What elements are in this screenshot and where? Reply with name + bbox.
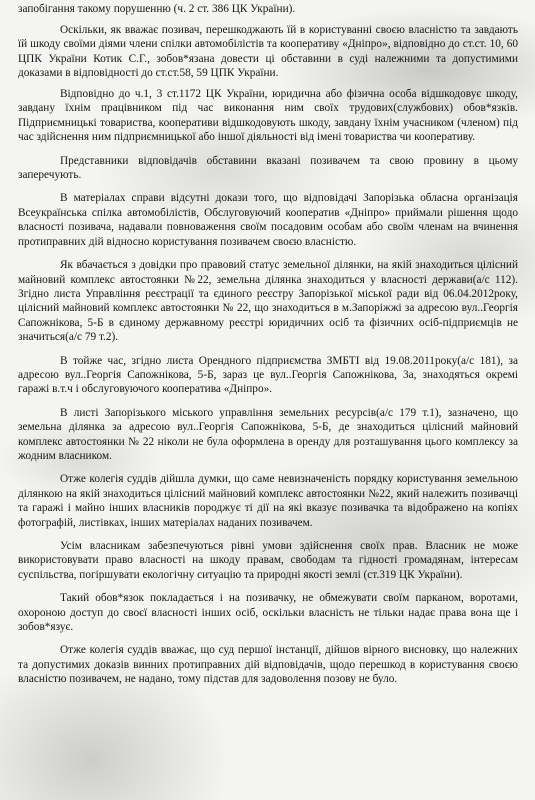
paragraph-no-evidence: В матеріалах справи відсутні докази того, що відповідачі Запорізька обласна організація Всеукраїнська спілка автомобілістів, Обслуговуючий кооператив «Дніпро» приймали рішення щодо власності позивача, надавали повноваження своїм посадовим особам або своїм членам на вчинення протиправних дій відносно користування позивачем своєю власністю. [18, 192, 518, 248]
paragraph-plaintiff-obligation: Такий обов*язок покладається і на позивачку, не обмежувати своїм парканом, воротами, охороною доступ до своєї власності інших осіб, оскільки власність не тільки надає права вона ще і зобов*язує. [18, 592, 518, 634]
paragraph-article-1172: Відповідно до ч.1, 3 ст.1172 ЦК України, юридична або фізична особа відшкодовує шкоду, завдану їхнім працівником під час виконання ним своїх трудових(службових) обов*язків. Підприємницькі товариства, кооперативи відшкодовують шкоду, завдану їхнім учасником (членом) під час здійснення ним підприємницької або іншої діяльності від імені товариства чи кооперативу. [18, 88, 518, 144]
paragraph-continuation: запобігання такому порушенню (ч. 2 ст. 386 ЦК України). [18, 3, 296, 15]
paragraph-final-conclusion: Отже колегія суддів вважає, що суд першої інстанції, дійшов вірного висновку, що належних та допустимих доказів винних протиправних дій відповідачів, щодо перешкод в користування своєю власністю позивачем, не надано, тому підстав для задоволення позову не було. [18, 644, 518, 686]
paragraph-defendants-deny: Представники відповідачів обставини вказані позивачем та свою провину в цьому заперечують. [18, 154, 518, 182]
paragraph-land-resources-letter: В листі Запорізького міського управління земельних ресурсів(а/с 179 т.1), зазначено, що земельна ділянка за адресою вул..Георгія Сапожнікова, 5-Б, де знаходиться цілісний майновий комплекс автостоянки № 22 ніколи не була оформлена в оренду для розташування цього комплексу за жодним власником. [18, 406, 518, 462]
paragraph-panel-conclusion-land-use: Отже колегія суддів дійшла думки, що саме невизначеність порядку користування земельною ділянкою на якій знаходиться цілісний майновий комплекс автостоянки №22, який належить позивачці та гаражі і майно інших власників породжує ті дії на які вказує позивачка та відображено на копіях фотографій, листівках, інших матеріалах наданих позивачем. [18, 473, 518, 529]
document-body [18, 2, 518, 693]
paragraph-bti-letter: В тойже час, згідно листа Орендного підприємства ЗМБТІ від 19.08.2011року(а/с 181), за адресою вул..Георгія Сапожнікова, 5-Б, зараз це вул..Георгія Сапожнікова, 3а, знаходяться окремі гаражі в.т.ч і обслуговуючого кооператива «Дніпро». [18, 354, 518, 396]
paragraph-plaintiff-burden-of-proof: Оскільки, як вважає позивач, перешкоджають їй в користуванні своєю власністю та завдають їй шкоду своїми діями члени спілки автомобілістів та кооперативу «Дніпро», відповідно до ст.ст. 10, 60 ЦПК України Котик С.Г., зобов*язана довести ці обставини в суді належними та допустимими доказами в відповідності до ст.ст.58, 59 ЦПК України. [18, 23, 518, 80]
paragraph-equal-rights-owners: Усім власникам забезпечуються рівні умови здійснення своїх прав. Власник не може використовувати право власності на шкоду правам, свободам та гідності громадянам, інтересам суспільства, погіршувати екологічну ситуацію та природні якості землі (ст.319 ЦК України). [18, 540, 518, 581]
paragraph-land-status: Як вбачається з довідки про правовий статус земельної ділянки, на якій знаходиться цілісний майновий комплекс автостоянки №22, земельна ділянка знаходиться у власності держави(а/с 112). Згідно листа Управління реєстрації та єдиного реєстру Запорізької міської ради від 06.04.2012року, цілісний майновий комплекс автостоянки № 22, що знаходиться в м.Запоріжжі за адресою вул..Георгія Сапожнікова, 5-Б в єдиному державному реєстрі юридичних осіб та фізичних осіб-підприємців не значиться(а/с 79 т.2). [18, 259, 518, 344]
